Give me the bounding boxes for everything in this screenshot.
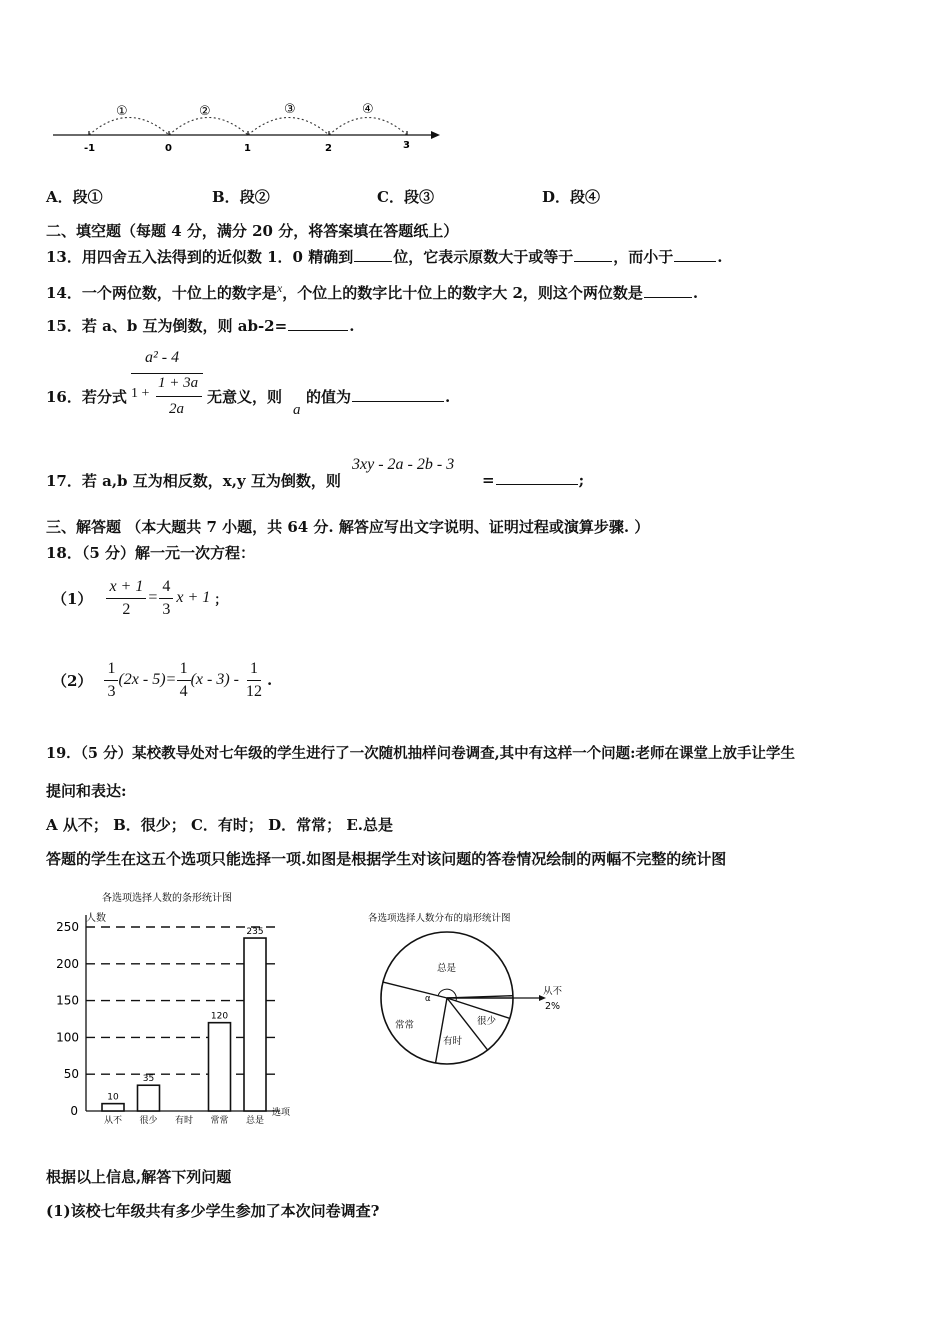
bar — [102, 1104, 124, 1111]
chart-title: 各选项选择人数分布的扇形统计图 — [368, 913, 511, 924]
bar-chart — [50, 885, 310, 1125]
question-17: 17．若 a,b 互为相反数，x,y 互为倒数，则 — [46, 472, 341, 490]
tick-label: 2 — [325, 143, 332, 154]
percent-label: 2% — [545, 1001, 561, 1012]
tick-label: 1 — [244, 143, 251, 154]
question-15: 15．若 a、b 互为倒数，则 ab-2= . — [46, 317, 355, 335]
y-tick-label: 200 — [56, 956, 79, 971]
number-line-figure — [48, 95, 448, 160]
y-axis-label: 人数 — [86, 913, 106, 924]
q19-line2: 提问和表达: — [46, 782, 127, 800]
q17-expression: 3xy - 2a - 2b - 3 — [352, 456, 455, 473]
data-label: 35 — [142, 1074, 155, 1085]
q18-part1: （1） $\frac{x + 1}{2}$ = $\frac{4}{3}$ x + 1 ； — [52, 577, 228, 618]
question-13: 13．用四舍五入法得到的近似数 1．0 精确到 位，它表示原数大于或等于 ，而小于 . — [46, 248, 723, 266]
question-16-label: 16．若分式 — [46, 388, 127, 406]
alpha-label: α — [425, 994, 431, 1004]
segment-label: ② — [199, 104, 211, 119]
y-tick-label: 100 — [56, 1030, 79, 1045]
x-axis-label: 选项 — [272, 1108, 291, 1118]
question-14: 14．一个两位数，十位上的数字是$^x$，个位上的数字比十位上的数字大 2，则这个两位数是 . — [46, 281, 699, 302]
option-b: B．段② — [212, 188, 270, 206]
slice-label: 从不 — [543, 986, 563, 997]
x-tick-label: 有时 — [174, 1116, 194, 1125]
y-tick-label: 0 — [70, 1104, 78, 1118]
tick-label: 0 — [165, 143, 172, 154]
slice-label: 很少 — [477, 1016, 497, 1027]
segment-label: ④ — [362, 102, 374, 117]
q18-title: 18．（5 分）解一元一次方程： — [46, 544, 256, 562]
q19-line3: A 从不； B．很少； C．有时； D．常常； E.总是 — [46, 816, 394, 834]
question-16-tail: 的值为 . — [306, 388, 451, 406]
y-tick-label: 50 — [63, 1067, 79, 1082]
q17-tail: = ; — [482, 471, 585, 489]
y-tick-label: 250 — [56, 920, 79, 934]
slice-label: 常常 — [395, 1020, 415, 1031]
slice-label: 总是 — [437, 963, 457, 974]
option-a: A．段① — [46, 188, 103, 206]
q18-part2: （2） $\frac{1}{3}$ (2x - 5) = $\frac{1}{4}$ (x - 3) - $\frac{1}{12}$ . — [52, 659, 273, 700]
tick-label: -1 — [84, 143, 96, 154]
segment-label: ③ — [284, 102, 296, 117]
y-tick-label: 150 — [56, 993, 79, 1008]
bar — [244, 938, 266, 1111]
x-tick-label: 很少 — [139, 1116, 158, 1125]
x-tick-label: 常常 — [210, 1116, 229, 1125]
q19-line4: 答题的学生在这五个选项只能选择一项.如图是根据学生对该问题的答卷情况绘制的两幅不完整的统计图 — [46, 850, 727, 868]
q16-var: a — [293, 402, 301, 418]
x-tick-label: 总是 — [245, 1116, 265, 1125]
q19-after2: (1)该校七年级共有多少学生参加了本次问卷调查? — [46, 1202, 380, 1220]
q19-line1: 19．（5 分）某校教导处对七年级的学生进行了一次随机抽样问卷调查,其中有这样一个问题:老师在课堂上放手让学生 — [46, 745, 795, 762]
data-label: 10 — [107, 1092, 119, 1103]
x-tick-label: 从不 — [103, 1116, 123, 1125]
section3-title: 三、解答题 （本大题共 7 小题，共 64 分. 解答应写出文字说明、证明过程或演算步骤. ） — [46, 518, 650, 536]
question-16-rest: 无意义，则 — [207, 388, 283, 406]
data-label: 120 — [210, 1011, 229, 1022]
section2-title: 二、填空题（每题 4 分，满分 20 分，将答案填在答题纸上） — [46, 222, 459, 240]
option-c: C．段③ — [377, 188, 434, 206]
chart-title: 各选项选择人数的条形统计图 — [102, 893, 232, 904]
q19-after1: 根据以上信息,解答下列问题 — [46, 1168, 232, 1186]
data-label: 235 — [246, 927, 264, 938]
pie-chart — [360, 905, 590, 1075]
slice-label: 有时 — [443, 1036, 463, 1047]
bar — [209, 1023, 231, 1111]
bar — [138, 1085, 160, 1111]
tick-label: 3 — [403, 140, 410, 151]
option-d: D．段④ — [542, 188, 601, 206]
segment-label: ① — [116, 104, 128, 119]
